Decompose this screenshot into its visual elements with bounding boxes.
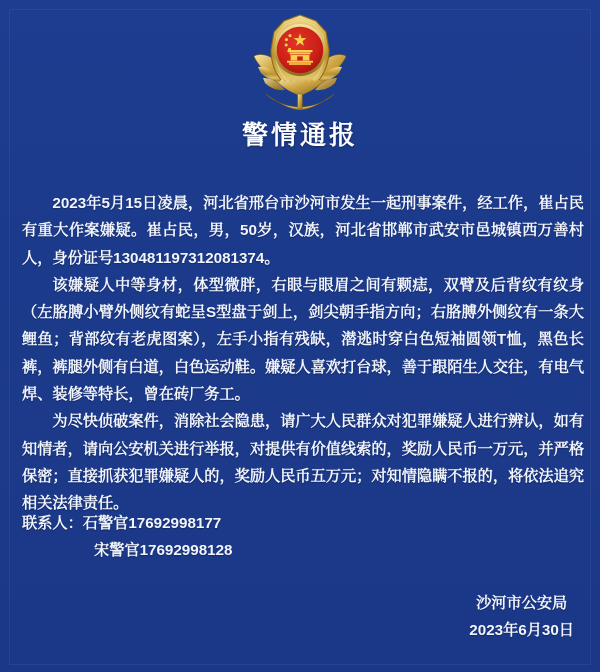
contact-officer-shi: 石警官17692998177 <box>82 515 222 532</box>
signature-block <box>469 590 574 645</box>
contact-officer-song: 宋警官17692998128 <box>94 542 233 560</box>
contact-block <box>22 510 232 565</box>
page-title: 警情通报 <box>241 120 358 150</box>
emblem-gear-base <box>276 79 324 95</box>
notice-paragraph-1: 2023年5月15日凌晨，河北省邢台市沙河市发生一起刑事案件，经工作，崔占民有重大作案嫌疑。崔占民，男，50岁，汉族，河北省邯郸市武安市邑城镇西万善村人，身份证号130481197312081374。 <box>22 195 584 267</box>
emblem-container <box>0 8 600 116</box>
issue-date: 2023年6月30日 <box>469 622 574 640</box>
emblem-national-disc <box>274 24 326 76</box>
notice-paragraph-2: 该嫌疑人中等身材，体型微胖，右眼与眼眉之间有颗痣，双臂及后背纹有纹身（左胳膊小臂外侧纹有蛇呈S型盘于剑上，剑尖朝手指方向；右胳膊外侧纹有一条大鲤鱼；背部纹有老虎图案），左手小指有残缺，潜逃时穿白色短袖圆领T恤，黑色长裤，裤腿外侧有白道，白色运动鞋。嫌疑人喜欢打台球，善于跟陌生人交往，有电气焊、装修等特长，曾在砖厂务工。 <box>22 276 584 404</box>
notice-paragraph-3: 为尽快侦破案件，消除社会隐患，请广大人民群众对犯罪嫌疑人进行辨认，如有知情者，请向公安机关进行举报，对提供有价值线索的，奖励人民币一万元，并严格保密；直接抓获犯罪嫌疑人的，奖励人民币五万元；对知情隐瞒不报的，将依法追究相关法律责任。 <box>22 413 584 513</box>
contact-line-primary <box>22 510 232 537</box>
notice-body <box>22 190 584 518</box>
emblem-tiananmen <box>287 50 313 65</box>
contact-line-secondary <box>22 537 232 564</box>
issuing-authority: 沙河市公安局 <box>476 595 568 612</box>
china-police-badge-icon <box>246 10 354 114</box>
contact-label: 联系人： <box>22 515 83 532</box>
emblem-ribbon <box>266 94 334 110</box>
